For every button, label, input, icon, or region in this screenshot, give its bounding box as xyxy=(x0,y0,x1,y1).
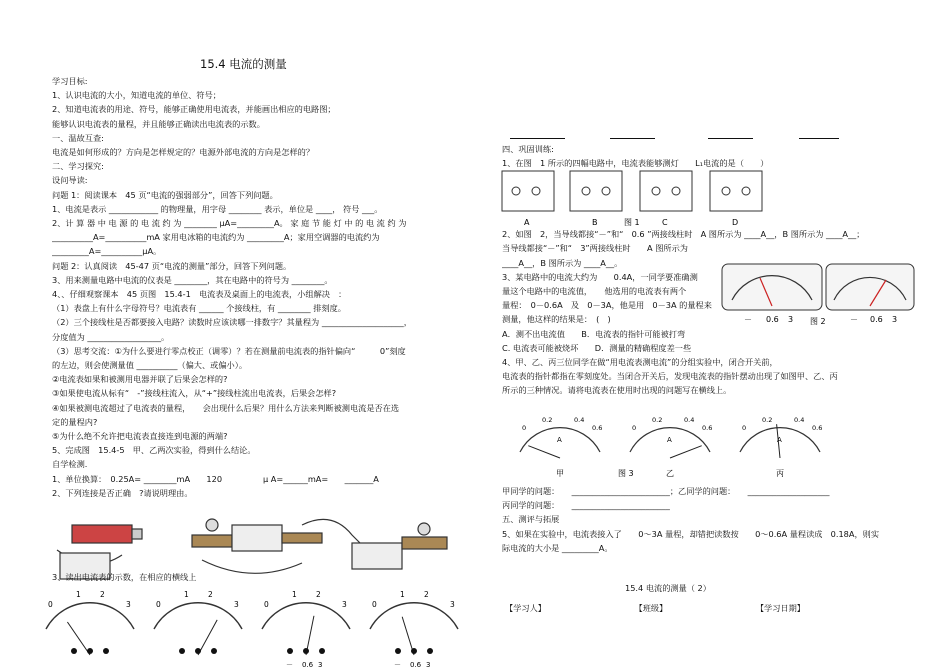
right-lower-line-0: 甲同学的问题： ________________________；乙同学的问题： ____________________ xyxy=(502,486,830,496)
right-lower-line-1: 丙同学的问题： ________________________ xyxy=(502,500,670,511)
right-line-14: C. 电流表可能被烧坏 D．测量的精确程度差一些 xyxy=(502,342,692,353)
left-line-0: 学习目标: xyxy=(52,76,88,86)
left-dial-1-1: 1 xyxy=(184,590,189,599)
fig1-label-a: A xyxy=(524,218,530,227)
left-dial-2-2: 2 xyxy=(316,590,321,599)
fig2-tick-3: 3 xyxy=(788,315,794,324)
left-line-15: 4、、仔细观察课本 45 页图 15.4-1 电流表及桌面上的电流表，小组解决 ： xyxy=(52,289,347,300)
left-line-17: （2）三个接线柱是否都要接入电路？读数时应该读哪一排数字？其量程为 ____________________， xyxy=(52,317,412,328)
left-line-13: 问题 2：认真阅读 45-47 页“电流的测量”部分，回答下列问题。 xyxy=(52,260,292,271)
right-line-11: 量程： 0－0.6A 及 0－3A，他是用 0－3A 的量程来 xyxy=(502,300,712,311)
left-line-28: 1、单位换算： 0.25A= ________mA 120 μ A=______mA= _______A xyxy=(52,473,379,484)
right-line-15: 4、甲、乙、丙三位同学在做“用电流表测电流”的分组实验中，闭合开关前， xyxy=(502,357,778,368)
left-line-26: 5、完成图 15.4-5 甲、乙两次实验，得到什么结论。 xyxy=(52,445,256,456)
left-line-5: 电流是如何形成的？方向是怎样规定的？电源外部电流的方向是怎样的？ xyxy=(52,147,315,158)
left-dial-terminal-2-0 xyxy=(287,648,293,654)
fig3-scale-0-0: 0 xyxy=(522,424,527,432)
left-dial-term-label-2-2: 3 xyxy=(318,661,323,669)
fig3-scale-0-1: 0 xyxy=(632,424,637,432)
left-dial-2-1: 2 xyxy=(208,590,213,599)
left-line-24: 定的量程内? xyxy=(52,416,98,427)
left-dial-terminal-3-1 xyxy=(411,648,417,654)
left-line-11: __________A=__________mA 家用电冰箱的电流约为 _________A；家用空调器的电流约为 xyxy=(52,232,380,243)
ammeter-dials-left xyxy=(40,585,480,671)
left-dial-arc-2 xyxy=(262,603,350,629)
left-line-23: ④如果被测电流超过了电流表的量程， 会出现什么后果？用什么方法来判断被测电流是否在选 xyxy=(52,402,400,413)
right-lower-line-3: 5、如果在实验中，电流表接入了 0～3A 量程，却错把读数按 0～0.6A 量程读成 0.18A，则实 xyxy=(502,528,880,539)
fig2-caption: 图 2 xyxy=(810,317,826,326)
fig3-scale-06-1: 0.6 xyxy=(702,424,713,432)
left-line-25: ⑤为什么绝不允许把电流表直接连到电源的两端? xyxy=(52,431,228,442)
left-dial-2-0: 2 xyxy=(100,590,105,599)
footer-date: 【学习日期】 xyxy=(755,603,805,613)
left-column xyxy=(52,74,472,500)
left-line-3: 能够认识电流表的量程，并且能够正确读出电流表的示数。 xyxy=(52,118,265,129)
left-line-2: 2、知道电流表的用途、符号，能够正确使用电流表，并能画出相应的电路图； xyxy=(52,104,336,115)
figure-3-ammeters xyxy=(510,412,830,482)
right-line-9: 3、某电路中的电流大约为 0.4A，一同学要准确测 xyxy=(502,271,698,282)
left-line-18: 分度值为 __________________。 xyxy=(52,331,170,342)
left-line-7: 设问导读: xyxy=(52,175,88,186)
right-lower-text xyxy=(502,484,912,555)
footer-class: 【班级】 xyxy=(634,603,668,613)
left-dial-0-2: 0 xyxy=(264,600,269,609)
figure-1-circuits xyxy=(500,165,770,229)
left-dial-arc-1 xyxy=(154,603,242,629)
fig2b-tick-3: 3 xyxy=(892,315,898,324)
left-line-6: 二、学习探究: xyxy=(52,161,104,172)
left-dial-3-2: 3 xyxy=(342,600,347,609)
right-line-0: 四、巩固训练: xyxy=(502,144,554,154)
right-line-6: 2、如图 2，当导线都接“－”和“ 0.6 ”两接线柱时 A 图所示为 ____A__，B 图所示为 ____A__； xyxy=(502,229,865,240)
left-line-8: 问题 1：阅读课本 45 页“电流的强弱部分”，回答下列问题。 xyxy=(52,189,278,200)
left-line-1: 1、认识电流的大小，知道电流的单位、符号； xyxy=(52,90,221,101)
left-dial-terminal-3-2 xyxy=(427,648,433,654)
left-line-16: （1）表盘上有什么字母符号？电流表有 ______ 个接线柱，有 ________ 排刻度。 xyxy=(52,303,346,314)
fig3-name-1: 乙 xyxy=(666,469,674,478)
left-dial-terminal-1-2 xyxy=(211,648,217,654)
fig1-label-c: C xyxy=(662,218,668,227)
left-dial-terminal-3-0 xyxy=(395,648,401,654)
fig3-needle-1 xyxy=(670,446,702,458)
fig3-scale-0-2: 0 xyxy=(742,424,747,432)
figure-2-ammeter xyxy=(720,262,920,332)
right-line-8: ____A__，B 图所示为 ____A__。 xyxy=(502,257,623,268)
right-line-16: 电流表的指针都指在零刻度处。当闭合开关后，发现电流表的指针摆动出现了如图甲、乙、丙 xyxy=(502,371,838,382)
left-dial-term-label-2-1: 0.6 xyxy=(302,661,314,669)
right-line-12: 测量，他这样的结果是： ( ) xyxy=(502,314,611,325)
left-line-14: 3、用来测量电路中电流的仪表是 ________，其在电路中的符号为 ________。 xyxy=(52,274,333,285)
fig3-scale-04-0: 0.4 xyxy=(574,416,585,424)
left-dial-1-0: 1 xyxy=(76,590,81,599)
right-line-10: 量这个电路中的电流值， 他选用的电流表有两个 xyxy=(502,286,687,297)
right-lower-line-4: 际电流的大小是 _________A。 xyxy=(502,542,613,553)
left-dial-term-label-3-1: 0.6 xyxy=(410,661,422,669)
fig1-caption: 图 1 xyxy=(624,218,640,227)
fig3-scale-06-0: 0.6 xyxy=(592,424,603,432)
fig2-tick-minus: － xyxy=(744,315,752,324)
footer-learner: 【学习人】 xyxy=(505,603,546,613)
fig1-label-b: B xyxy=(592,218,598,227)
left-dial-0-1: 0 xyxy=(156,600,161,609)
fig3-scale-04-2: 0.4 xyxy=(794,416,805,424)
footer-fields xyxy=(505,603,805,614)
left-dial-terminal-0-2 xyxy=(103,648,109,654)
fig3-name-2: 丙 xyxy=(776,469,784,478)
left-dial-terminal-1-0 xyxy=(179,648,185,654)
fig2b-tick-minus: － xyxy=(850,315,858,324)
fig3-scale-02-0: 0.2 xyxy=(542,416,553,424)
left-line-29: 2、下列连接是否正确 ?请说明理由。 xyxy=(52,487,193,498)
left-dial-arc-3 xyxy=(370,603,458,629)
fig3-caption: 图 3 xyxy=(618,469,634,478)
right-lower-line-2: 五、测评与拓展 xyxy=(502,514,560,525)
left-dial-3-3: 3 xyxy=(450,600,455,609)
right-line-17: 所示的三种情况。请将电流表在使用时出现的问题写在横线上。 xyxy=(502,385,732,396)
fig3-scale-04-1: 0.4 xyxy=(684,416,695,424)
left-dial-3-1: 3 xyxy=(234,600,239,609)
left-dial-needle-0 xyxy=(67,622,90,655)
right-line-13: A．测不出电流值 B．电流表的指针可能被打弯 xyxy=(502,328,686,339)
fig2-tick-06: 0.6 xyxy=(766,315,779,324)
right-line-7: 当导线都接“－”和“ 3”两接线柱时 A 图所示为 xyxy=(502,243,688,254)
left-dial-terminal-0-0 xyxy=(71,648,77,654)
left-dial-1-3: 1 xyxy=(400,590,405,599)
left-dial-arc-0 xyxy=(46,603,134,629)
right-line-1: 1、在图 1 所示的四幅电路中，电流表能够测灯 L₁电流的是（ ） xyxy=(502,158,769,169)
left-dial-1-2: 1 xyxy=(292,590,297,599)
left-dial-terminal-2-1 xyxy=(303,648,309,654)
left-dial-terminal-2-2 xyxy=(319,648,325,654)
left-line-27: 自学检测. xyxy=(52,459,88,470)
left-line-9: 1、电流是表示 ____________ 的物理量，用字母 ________ 表示，单位是 ____， 符号 ___。 xyxy=(52,203,383,214)
fig3-name-0: 甲 xyxy=(556,469,564,478)
fig2b-tick-06: 0.6 xyxy=(870,315,883,324)
left-question-3: 3、读出电流表的示数，在相应的横线上 xyxy=(52,572,197,582)
left-line-10: 2、计 算 器 中 电 源 的 电 流 约 为 ________ μA=_________A。 家 庭 节 能 灯 中 的 电 流 约 为 xyxy=(52,218,407,229)
left-line-20: 的左边，则会使测量值 __________（偏大、或偏小）。 xyxy=(52,360,248,371)
left-line-19: （3）思考交流：①为什么要进行零点校正（调零）？若在测量前电流表的指针偏向“ 0”刻度 xyxy=(52,345,406,356)
left-dial-term-label-3-2: 3 xyxy=(426,661,431,669)
left-dial-terminal-1-1 xyxy=(195,648,201,654)
left-line-12: _________A=__________μA。 xyxy=(52,246,162,257)
fig3-unit-1: A xyxy=(667,436,672,444)
left-line-4: 一、温故互查: xyxy=(52,132,104,143)
left-dial-0-0: 0 xyxy=(48,600,53,609)
fig3-scale-02-2: 0.2 xyxy=(762,416,773,424)
footer-title: 15.4 电流的测量（ 2） xyxy=(625,583,711,593)
left-dial-term-label-3-0: － xyxy=(394,661,401,669)
fig3-scale-06-2: 0.6 xyxy=(812,424,823,432)
left-dial-terminal-0-1 xyxy=(87,648,93,654)
fig3-scale-02-1: 0.2 xyxy=(652,416,663,424)
fig3-unit-2: A xyxy=(777,436,782,444)
fig3-unit-0: A xyxy=(557,436,562,444)
fig3-needle-0 xyxy=(528,446,560,458)
left-dial-3-0: 3 xyxy=(126,600,131,609)
top-blanks xyxy=(510,128,839,143)
left-dial-term-label-2-0: － xyxy=(286,661,293,669)
left-line-21: ②电流表如果和被测用电器并联了后果会怎样的? xyxy=(52,374,228,385)
page-title: 15.4 电流的测量 xyxy=(200,57,287,71)
left-dial-2-3: 2 xyxy=(424,590,429,599)
fig1-label-d: D xyxy=(732,218,739,227)
left-line-22: ③如果使电流从标有“ -”接线柱流入，从“+”接线柱流出电流表，后果会怎样? xyxy=(52,388,337,399)
left-dial-0-3: 0 xyxy=(372,600,377,609)
